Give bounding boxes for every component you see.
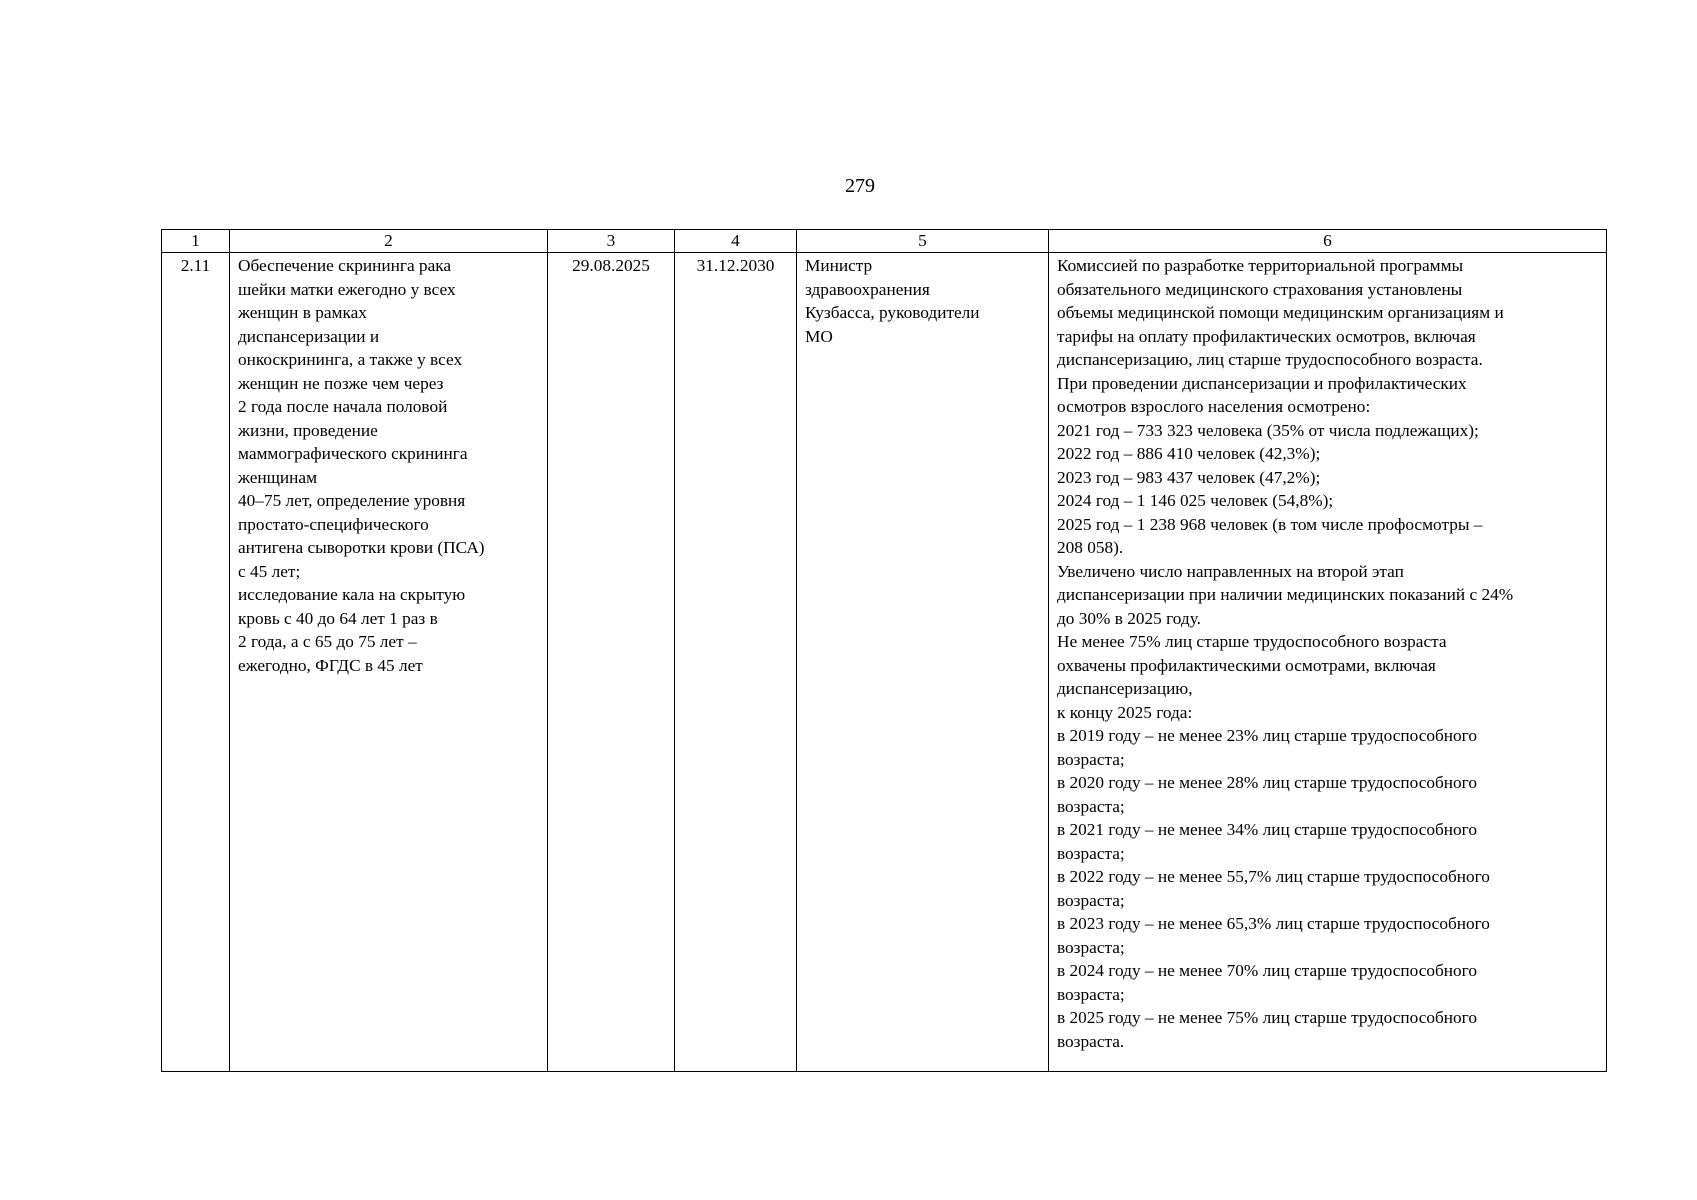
text-line: Комиссией по разработке территориальной программы xyxy=(1057,256,1464,275)
text-line: женщинам xyxy=(238,467,318,487)
text-line: в 2020 году – не менее 28% лиц старше трудоспособного xyxy=(1057,773,1477,792)
result-cell xyxy=(1049,253,1607,1072)
text-line: с 45 лет; xyxy=(238,561,301,581)
text-line: в 2021 году – не менее 34% лиц старше трудоспособного xyxy=(1057,820,1477,839)
text-line: к концу 2025 года: xyxy=(1057,702,1193,722)
text-line: Министр xyxy=(805,256,873,275)
text-line: жизни, проведение xyxy=(238,420,378,440)
text-line: ежегодно, ФГДС в 45 лет xyxy=(238,655,423,675)
text-line: Увеличено число направленных на второй этап xyxy=(1057,561,1404,581)
text-line: 2022 год – 886 410 человек (42,3%); xyxy=(1057,444,1321,463)
text-line: 2025 год – 1 238 968 человек (в том числе профосмотры – xyxy=(1057,514,1483,534)
text-line: возраста; xyxy=(1057,937,1125,957)
text-line: диспансеризации при наличии медицинских показаний с 24% xyxy=(1057,585,1514,604)
text-line: 2023 год – 983 437 человек (47,2%); xyxy=(1057,467,1321,487)
text-line: антигена сыворотки крови (ПСА) xyxy=(238,538,485,557)
start-date: 29.08.2025 xyxy=(572,256,650,275)
column-header-6: 6 xyxy=(1049,230,1607,253)
text-line: диспансеризацию, xyxy=(1057,679,1193,698)
text-line: осмотров взрослого населения осмотрено: xyxy=(1057,397,1371,416)
text-line: возраста; xyxy=(1057,984,1125,1004)
text-line: возраста; xyxy=(1057,749,1125,769)
table-header-row xyxy=(162,230,1607,253)
text-line: до 30% в 2025 году. xyxy=(1057,608,1201,628)
text-line: 2021 год – 733 323 человека (35% от числа подлежащих); xyxy=(1057,420,1479,440)
text-line: онкоскрининга, а также у всех xyxy=(238,350,463,369)
column-header-4: 4 xyxy=(675,230,797,253)
row-number-cell xyxy=(162,253,230,1072)
text-line: женщин не позже чем через xyxy=(238,373,444,393)
text-line: возраста; xyxy=(1057,796,1125,816)
text-line: МО xyxy=(805,326,833,346)
responsible-cell xyxy=(797,253,1049,1072)
text-line: обязательного медицинского страхования установлены xyxy=(1057,279,1463,299)
text-line: диспансеризации и xyxy=(238,326,380,346)
text-line: здравоохранения xyxy=(805,279,930,299)
page-number: 279 xyxy=(845,175,875,197)
text-line: охвачены профилактическими осмотрами, включая xyxy=(1057,655,1436,675)
text-line: в 2022 году – не менее 55,7% лиц старше трудоспособного xyxy=(1057,867,1490,886)
text-line: 2024 год – 1 146 025 человек (54,8%); xyxy=(1057,491,1334,510)
text-line: При проведении диспансеризации и профилактических xyxy=(1057,373,1467,393)
text-line: 2 года, а с 65 до 75 лет – xyxy=(238,632,417,651)
text-line: тарифы на оплату профилактических осмотров, включая xyxy=(1057,326,1476,346)
text-line: Обеспечение скрининга рака xyxy=(238,256,452,275)
row-number: 2.11 xyxy=(180,256,211,275)
page-number-container xyxy=(0,174,1697,198)
text-line: маммографического скрининга xyxy=(238,444,468,463)
text-line: возраста. xyxy=(1057,1031,1125,1051)
column-header-5: 5 xyxy=(797,230,1049,253)
column-header-2: 2 xyxy=(230,230,548,253)
text-line: кровь с 40 до 64 лет 1 раз в xyxy=(238,608,438,628)
text-line: Кузбасса, руководители xyxy=(805,303,980,322)
start-date-cell xyxy=(548,253,675,1072)
text-line: шейки матки ежегодно у всех xyxy=(238,279,456,299)
text-line: в 2025 году – не менее 75% лиц старше трудоспособного xyxy=(1057,1008,1477,1027)
text-line: 208 058). xyxy=(1057,538,1124,557)
text-line: в 2024 году – не менее 70% лиц старше трудоспособного xyxy=(1057,961,1477,980)
column-header-3: 3 xyxy=(548,230,675,253)
text-line: диспансеризацию, лиц старше трудоспособного возраста. xyxy=(1057,350,1483,369)
text-line: объемы медицинской помощи медицинским организациям и xyxy=(1057,303,1504,322)
text-line: 2 года после начала половой xyxy=(238,397,448,416)
measure-cell xyxy=(230,253,548,1072)
text-line: возраста; xyxy=(1057,890,1125,910)
text-line: в 2023 году – не менее 65,3% лиц старше трудоспособного xyxy=(1057,914,1490,933)
text-line: женщин в рамках xyxy=(238,303,367,322)
column-header-1: 1 xyxy=(162,230,230,253)
text-line: простато-специфического xyxy=(238,514,429,534)
text-line: исследование кала на скрытую xyxy=(238,585,466,604)
text-line: 40–75 лет, определение уровня xyxy=(238,491,466,510)
plan-table xyxy=(161,229,1607,1072)
end-date-cell xyxy=(675,253,797,1072)
text-line: Не менее 75% лиц старше трудоспособного возраста xyxy=(1057,632,1447,651)
table-row xyxy=(162,253,1607,1072)
end-date: 31.12.2030 xyxy=(696,256,775,275)
text-line: в 2019 году – не менее 23% лиц старше трудоспособного xyxy=(1057,726,1477,745)
text-line: возраста; xyxy=(1057,843,1125,863)
